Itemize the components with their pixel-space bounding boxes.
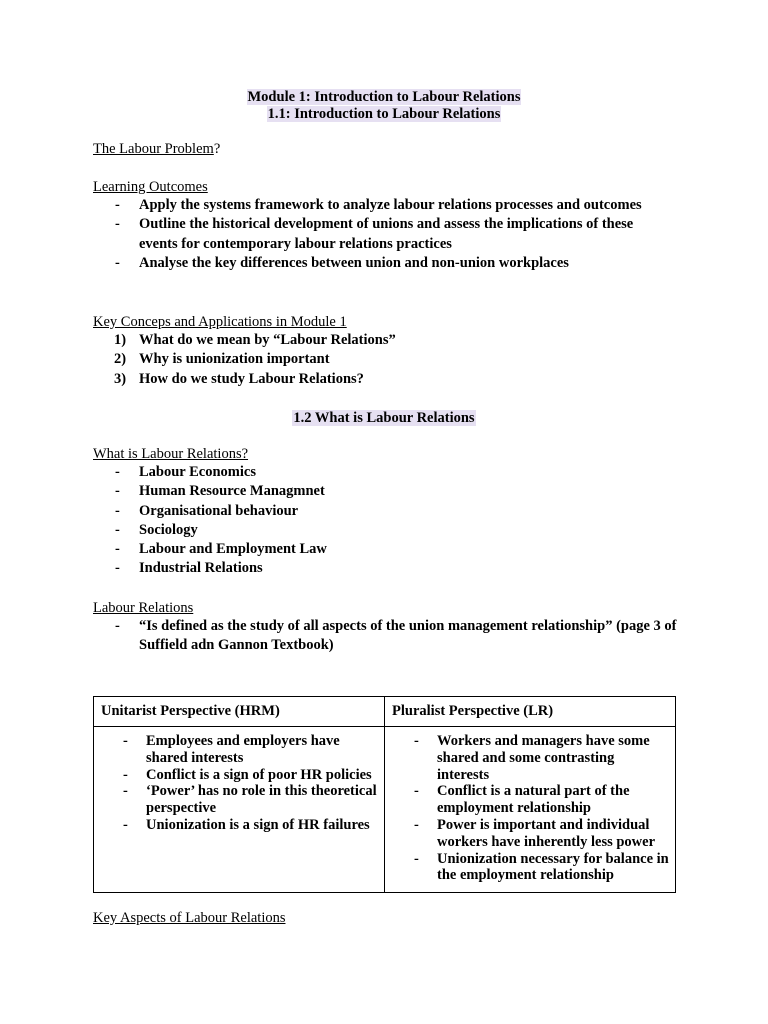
learning-outcomes-heading: Learning Outcomes bbox=[93, 179, 208, 195]
perspectives-table bbox=[93, 696, 676, 893]
labour-relations-heading: Labour Relations bbox=[93, 600, 194, 616]
key-aspects-heading: Key Aspects of Labour Relations bbox=[93, 910, 286, 926]
what-is-lr-list bbox=[93, 463, 669, 579]
unitarist-list bbox=[94, 733, 384, 834]
list-item: 2) Why is unionization important bbox=[114, 351, 330, 368]
list-item: - Organisational behaviour bbox=[115, 502, 299, 519]
table-row bbox=[94, 727, 676, 893]
section-title: 1.1: Introduction to Labour Relations bbox=[267, 106, 501, 122]
list-item: - Employees and employers have shared interests bbox=[123, 733, 340, 766]
list-item: - Sociology bbox=[115, 521, 198, 538]
list-item: - Human Resource Managmnet bbox=[115, 483, 325, 500]
list-item: - Apply the systems framework to analyze labour relations processes and outcomes bbox=[115, 197, 642, 213]
list-item: - Unionization is a sign of HR failures bbox=[123, 816, 370, 833]
key-concepts-list bbox=[93, 331, 669, 389]
unitarist-cell bbox=[94, 727, 385, 893]
learning-outcomes-list bbox=[93, 196, 669, 273]
labour-relations-list bbox=[93, 617, 679, 656]
pluralist-list bbox=[385, 733, 675, 884]
list-item: 1) What do we mean by “Labour Relations” bbox=[114, 332, 396, 348]
table-header-row bbox=[94, 697, 676, 727]
pluralist-cell bbox=[385, 727, 676, 893]
unitarist-header: Unitarist Perspective (HRM) bbox=[94, 697, 385, 727]
list-item: - Outline the historical development of unions and assess the implications of these events for contemporary labour relations practices bbox=[115, 216, 634, 252]
list-item: - Labour Economics bbox=[115, 464, 256, 480]
pluralist-header: Pluralist Perspective (LR) bbox=[385, 697, 676, 727]
list-item: - Industrial Relations bbox=[115, 560, 263, 577]
list-item: 3) How do we study Labour Relations? bbox=[114, 370, 364, 387]
key-concepts-heading: Key Conceps and Applications in Module 1 bbox=[93, 314, 347, 330]
list-item: - Conflict is a sign of poor HR policies bbox=[123, 766, 372, 783]
section-2-title: 1.2 What is Labour Relations bbox=[293, 410, 475, 426]
list-item: - Unionization necessary for balance in the employment relationship bbox=[414, 850, 669, 884]
labour-problem-heading: The Labour Problem? bbox=[93, 141, 221, 157]
module-title: Module 1: Introduction to Labour Relations bbox=[247, 89, 521, 105]
list-item: - Power is important and individual workers have inherently less power bbox=[414, 816, 656, 850]
list-item: - Workers and managers have some shared and some contrasting interests bbox=[414, 733, 650, 783]
list-item: - Labour and Employment Law bbox=[115, 541, 327, 558]
list-item: - ‘Power’ has no role in this theoretical perspective bbox=[123, 783, 377, 817]
what-is-lr-heading: What is Labour Relations? bbox=[93, 446, 249, 462]
list-item: - Analyse the key differences between union and non-union workplaces bbox=[115, 254, 569, 271]
list-item: - “Is defined as the study of all aspects of the union management relationship” (page 3 of Suffield adn Gannon Textbook) bbox=[115, 618, 677, 654]
list-item: - Conflict is a natural part of the employment relationship bbox=[414, 783, 630, 817]
